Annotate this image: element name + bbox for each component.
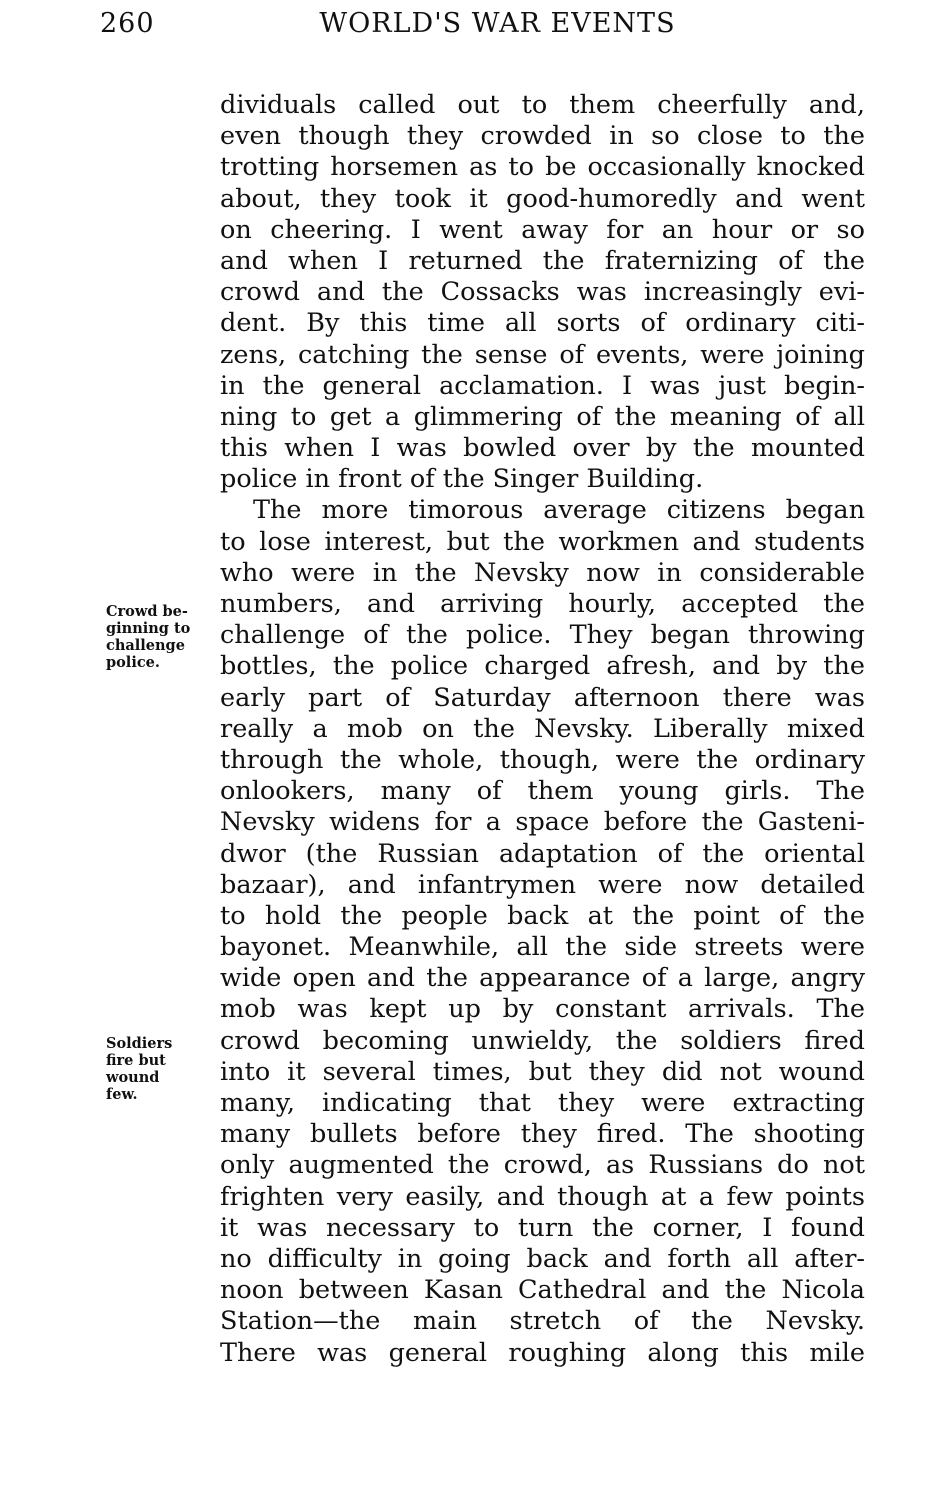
sidenote-line: police.: [106, 654, 160, 671]
text-line: early part of Saturday afternoon there was: [220, 682, 865, 713]
text-line: even though they crowded in so close to the: [220, 121, 865, 152]
text-line: wide open and the appearance of a large, angry: [220, 963, 865, 994]
text-line: this when I was bowled over by the mounted: [220, 433, 865, 464]
text-line: to lose interest, but the workmen and students: [220, 526, 865, 557]
text-line: onlookers, many of them young girls. The: [220, 776, 865, 807]
text-line: challenge of the police. They began throwing: [220, 620, 865, 651]
text-line: crowd becoming unwieldy, the soldiers fired: [220, 1025, 865, 1056]
text-line: police in front of the Singer Building.: [220, 464, 704, 495]
sidenote-line: wound: [106, 1069, 160, 1086]
text-line: many bullets before they fired. The shooting: [220, 1119, 865, 1150]
body-text: [220, 90, 865, 1369]
text-line: bayonet. Meanwhile, all the side streets were: [220, 932, 865, 963]
text-line: bazaar), and infantrymen were now detailed: [220, 869, 865, 900]
sidenote-line: Crowd be-: [106, 603, 188, 620]
text-line: The more timorous average citizens began: [253, 495, 865, 526]
running-title: WORLD'S WAR EVENTS: [319, 8, 676, 39]
text-line: crowd and the Cossacks was increasingly evi-: [220, 277, 865, 308]
text-line: in the general acclamation. I was just begin-: [220, 370, 865, 401]
text-line: no difficulty in going back and forth all after-: [220, 1243, 865, 1274]
sidenote-line: few.: [106, 1086, 138, 1103]
sidenote-line: challenge: [106, 637, 185, 654]
text-line: bottles, the police charged afresh, and by the: [220, 651, 865, 682]
text-line: it was necessary to turn the corner, I found: [220, 1212, 865, 1243]
text-line: dwor (the Russian adaptation of the oriental: [220, 838, 865, 869]
text-line: dent. By this time all sorts of ordinary citi-: [220, 308, 865, 339]
text-line: who were in the Nevsky now in considerable: [220, 557, 865, 588]
text-line: frighten very easily, and though at a few points: [220, 1181, 865, 1212]
text-line: to hold the people back at the point of the: [220, 900, 865, 931]
text-line: trotting horsemen as to be occasionally knocked: [220, 152, 865, 183]
text-line: through the whole, though, were the ordinary: [220, 744, 865, 775]
text-line: only augmented the crowd, as Russians do not: [220, 1150, 865, 1181]
sidenote-soldiers: [106, 1035, 172, 1103]
page-number: 260: [100, 8, 155, 39]
sidenote-line: fire but: [106, 1052, 166, 1069]
text-line: zens, catching the sense of events, were joining: [220, 339, 865, 370]
text-line: noon between Kasan Cathedral and the Nicola: [220, 1275, 865, 1306]
text-line: and when I returned the fraternizing of the: [220, 245, 865, 276]
text-line: many, indicating that they were extracting: [220, 1088, 865, 1118]
text-line: numbers, and arriving hourly, accepted the: [220, 589, 865, 619]
text-line: really a mob on the Nevsky. Liberally mixed: [220, 713, 865, 744]
sidenote-line: Soldiers: [106, 1035, 173, 1052]
text-line: on cheering. I went away for an hour or so: [220, 214, 865, 245]
text-line: dividuals called out to them cheerfully and,: [220, 90, 865, 120]
sidenote-crowd: [106, 603, 190, 671]
text-line: There was general roughing along this mile: [220, 1337, 865, 1368]
text-line: into it several times, but they did not wound: [220, 1056, 865, 1087]
sidenote-line: ginning to: [106, 620, 191, 637]
text-line: Nevsky widens for a space before the Gasteni-: [220, 807, 865, 838]
text-line: mob was kept up by constant arrivals. The: [220, 994, 865, 1025]
text-line: about, they took it good-humoredly and went: [220, 183, 865, 214]
text-line: Station—the main stretch of the Nevsky.: [220, 1306, 865, 1337]
text-line: ning to get a glimmering of the meaning of all: [220, 401, 865, 432]
